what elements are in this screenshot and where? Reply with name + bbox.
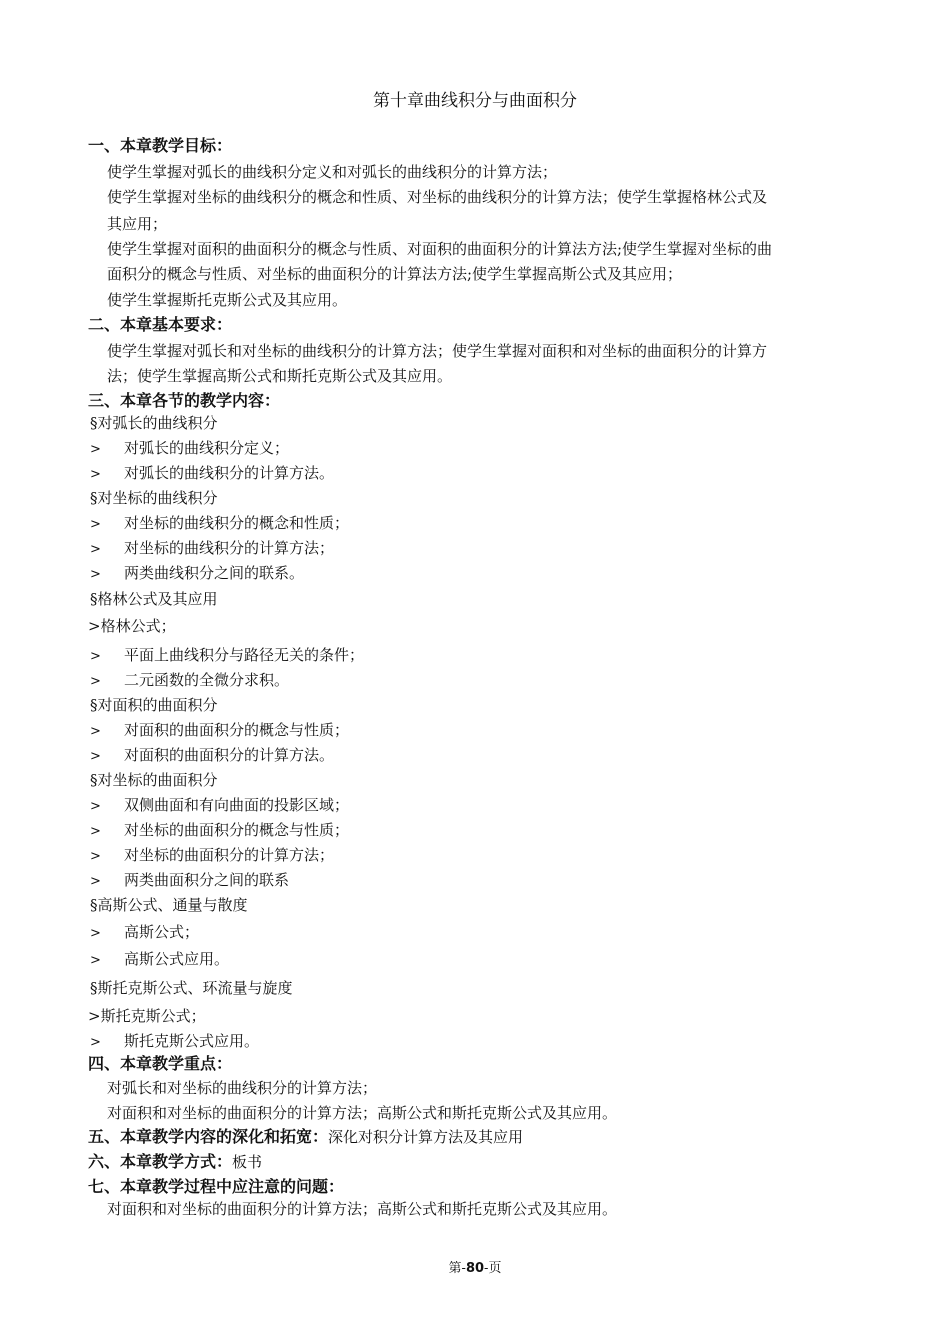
page-number-prefix: 第-	[448, 1261, 466, 1276]
section-1-line: 使学生掌握对坐标的曲线积分的概念和性质、对坐标的曲线积分的计算方法；使学生掌握格林公式及	[107, 188, 768, 206]
list-item-text: 对坐标的曲面积分的概念与性质；	[124, 821, 350, 839]
list-item-text: 两类曲线积分之间的联系。	[124, 564, 305, 582]
bullet-marker: >	[90, 517, 101, 532]
section-4-line: 对面积和对坐标的曲面积分的计算方法；高斯公式和斯托克斯公式及其应用。	[107, 1104, 618, 1122]
list-item-text: 对弧长的曲线积分的计算方法。	[124, 464, 335, 482]
bullet-marker: >	[90, 824, 101, 839]
section-1-line: 其应用；	[107, 215, 168, 233]
bullet-marker: >	[90, 874, 101, 889]
list-item-text: 对弧长的曲线积分定义；	[124, 439, 290, 457]
bullet-marker: >	[90, 567, 101, 582]
section-4-heading: 四、本章教学重点：	[88, 1054, 233, 1073]
bullet-marker: >	[90, 542, 101, 557]
bullet-marker: >	[90, 442, 101, 457]
list-item	[90, 795, 349, 817]
list-item	[90, 745, 334, 767]
list-item-text: 斯托克斯公式应用。	[124, 1032, 260, 1050]
section-5-text: 深化对积分计算方法及其应用	[328, 1128, 524, 1146]
subsection-title: §对坐标的曲面积分	[90, 771, 218, 789]
bullet-marker: >	[90, 724, 101, 739]
inline-item: >斯托克斯公式；	[88, 1007, 206, 1025]
inline-item: >格林公式；	[88, 617, 176, 635]
section-2-line: 使学生掌握对弧长和对坐标的曲线积分的计算方法；使学生掌握对面积和对坐标的曲面积分的计算方	[107, 342, 768, 360]
list-item-text: 双侧曲面和有向曲面的投影区域；	[124, 796, 350, 814]
list-item	[90, 513, 349, 535]
list-item	[90, 1031, 259, 1053]
bullet-marker: >	[90, 799, 101, 814]
section-6-heading: 六、本章教学方式：	[88, 1152, 233, 1171]
section-5-heading: 五、本章教学内容的深化和拓宽：	[88, 1127, 329, 1146]
list-item-text: 两类曲面积分之间的联系	[124, 871, 290, 889]
section-1-line: 使学生掌握对弧长的曲线积分定义和对弧长的曲线积分的计算方法；	[107, 163, 558, 181]
subsection-title: §斯托克斯公式、环流量与旋度	[90, 979, 293, 997]
section-7-heading: 七、本章教学过程中应注意的问题：	[88, 1177, 345, 1196]
section-6	[88, 1152, 262, 1172]
section-5	[88, 1127, 523, 1147]
list-item-text: 二元函数的全微分求积。	[124, 671, 290, 689]
list-item	[90, 870, 289, 892]
subsection-title: §对面积的曲面积分	[90, 696, 218, 714]
bullet-marker: >	[90, 649, 101, 664]
section-1-heading: 一、本章教学目标：	[88, 136, 233, 155]
list-item-text: 对面积的曲面积分的计算方法。	[124, 746, 335, 764]
subsection-title: §高斯公式、通量与散度	[90, 896, 248, 914]
bullet-marker: >	[90, 1035, 101, 1050]
list-item-text: 对面积的曲面积分的概念与性质；	[124, 721, 350, 739]
bullet-marker: >	[90, 674, 101, 689]
bullet-marker: >	[90, 467, 101, 482]
section-3-heading: 三、本章各节的教学内容：	[88, 391, 281, 410]
section-7-line: 对面积和对坐标的曲面积分的计算方法；高斯公式和斯托克斯公式及其应用。	[107, 1200, 618, 1218]
list-item-text: 高斯公式；	[124, 923, 200, 941]
list-item-text: 对坐标的曲线积分的概念和性质；	[124, 514, 350, 532]
bullet-marker: >	[90, 926, 101, 941]
section-6-text: 板书	[232, 1153, 263, 1171]
list-item	[90, 670, 289, 692]
list-item-text: 对坐标的曲面积分的计算方法；	[124, 846, 335, 864]
list-item	[90, 949, 229, 971]
list-item	[90, 645, 364, 667]
list-item	[90, 463, 334, 485]
list-item	[90, 563, 304, 585]
list-item	[90, 845, 334, 867]
page-number-value: 80	[465, 1261, 485, 1276]
list-item	[90, 538, 334, 560]
section-2-line: 法；使学生掌握高斯公式和斯托克斯公式及其应用。	[107, 367, 453, 385]
section-4-line: 对弧长和对坐标的曲线积分的计算方法；	[107, 1079, 378, 1097]
bullet-marker: >	[90, 953, 101, 968]
list-item	[90, 438, 289, 460]
bullet-marker: >	[90, 749, 101, 764]
subsection-title: §对弧长的曲线积分	[90, 414, 218, 432]
bullet-marker: >	[90, 849, 101, 864]
list-item	[90, 720, 349, 742]
section-1-line: 使学生掌握斯托克斯公式及其应用。	[107, 291, 348, 309]
list-item-text: 平面上曲线积分与路径无关的条件；	[124, 646, 365, 664]
page-number-suffix: -页	[484, 1261, 502, 1276]
subsection-title: §对坐标的曲线积分	[90, 489, 218, 507]
list-item-text: 对坐标的曲线积分的计算方法；	[124, 539, 335, 557]
page-number	[0, 1257, 950, 1276]
list-item	[90, 820, 349, 842]
section-1-line: 使学生掌握对面积的曲面积分的概念与性质、对面积的曲面积分的计算法方法;使学生掌握对坐标的曲	[107, 240, 773, 258]
section-2-heading: 二、本章基本要求：	[88, 315, 233, 334]
section-1-line: 面积分的概念与性质、对坐标的曲面积分的计算法方法;使学生掌握高斯公式及其应用；	[107, 265, 683, 283]
list-item-text: 高斯公式应用。	[124, 950, 230, 968]
list-item	[90, 922, 199, 944]
subsection-title: §格林公式及其应用	[90, 590, 218, 608]
chapter-title: 第十章曲线积分与曲面积分	[373, 91, 577, 111]
